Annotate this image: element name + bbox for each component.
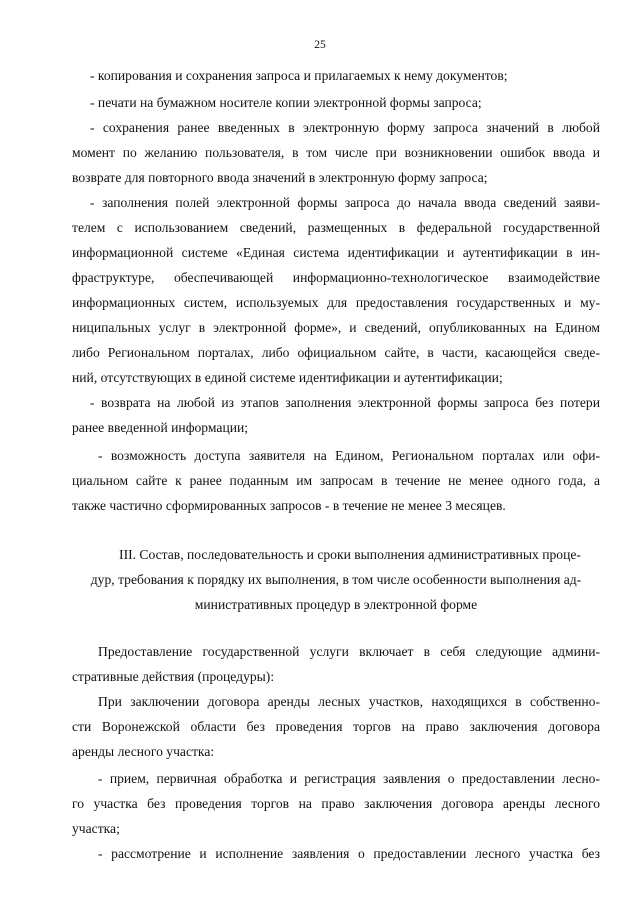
text-line: При заключении договора аренды лесных участков, находящихся в собственно- [98,694,600,709]
text-line: участка; [72,821,120,836]
text-line: - копирования и сохранения запроса и прилагаемых к нему документов; [90,68,508,83]
text-line: ранее введенной информации; [72,420,249,435]
text-line: аренды лесного участка: [72,744,215,759]
text-line: - прием, первичная обработка и регистрация заявления о предоставлении лесно- [98,771,600,786]
text-line: - сохранения ранее введенных в электронную форму запроса значений в любой [90,120,600,135]
text-line: информационных систем, используемых для предоставления государственных и му- [72,295,600,310]
text-line: ний, отсутствующих в единой системе идентификации и аутентификации; [72,370,503,385]
text-line: - заполнения полей электронной формы запроса до начала ввода сведений заяви- [90,195,600,210]
text-line: - возможность доступа заявителя на Едином, Региональном порталах или офи- [98,448,600,463]
text-line: также частично сформированных запросов - в течение не менее 3 месяцев. [72,498,506,513]
text-line: циальном сайте к ранее поданным им запросам в течение не менее одного года, а [72,473,600,488]
page-number: 25 [314,39,326,51]
text-line: го участка без проведения торгов на право заключения договора аренды лесного [72,796,600,811]
text-line: - рассмотрение и исполнение заявления о предоставлении лесного участка без [98,846,600,861]
text-line: момент по желанию пользователя, в том числе при возникновении ошибок ввода и [72,145,600,160]
text-line: Предоставление государственной услуги включает в себя следующие админи- [98,644,600,659]
section-heading: министративных процедур в электронной форме [194,597,478,612]
text-line: информационной системе «Единая система идентификации и аутентификации в ин- [72,245,600,260]
text-line: либо Региональном порталах, либо официальном сайте, в части, касающейся сведе- [72,345,600,360]
text-line: стративные действия (процедуры): [72,669,275,684]
section-heading: III. Состав, последовательность и сроки выполнения административных проце- [119,547,581,562]
text-line: фраструктуре, обеспечивающей информационно-технологическое взаимодействие [72,270,600,285]
text-line: сти Воронежской области без проведения торгов на право заключения договора [72,719,600,734]
text-line: возврате для повторного ввода значений в электронную форму запроса; [72,170,488,185]
text-line: - возврата на любой из этапов заполнения электронной формы запроса без потери [90,395,600,410]
section-heading: дур, требования к порядку их выполнения, в том числе особенности выполнения ад- [90,572,582,587]
text-line: телем с использованием сведений, размещенных в федеральной государственной [72,220,600,235]
text-line: ниципальных услуг в электронной форме», и сведений, опубликованных на Едином [72,320,600,335]
text-line: - печати на бумажном носителе копии электронной формы запроса; [90,95,482,110]
